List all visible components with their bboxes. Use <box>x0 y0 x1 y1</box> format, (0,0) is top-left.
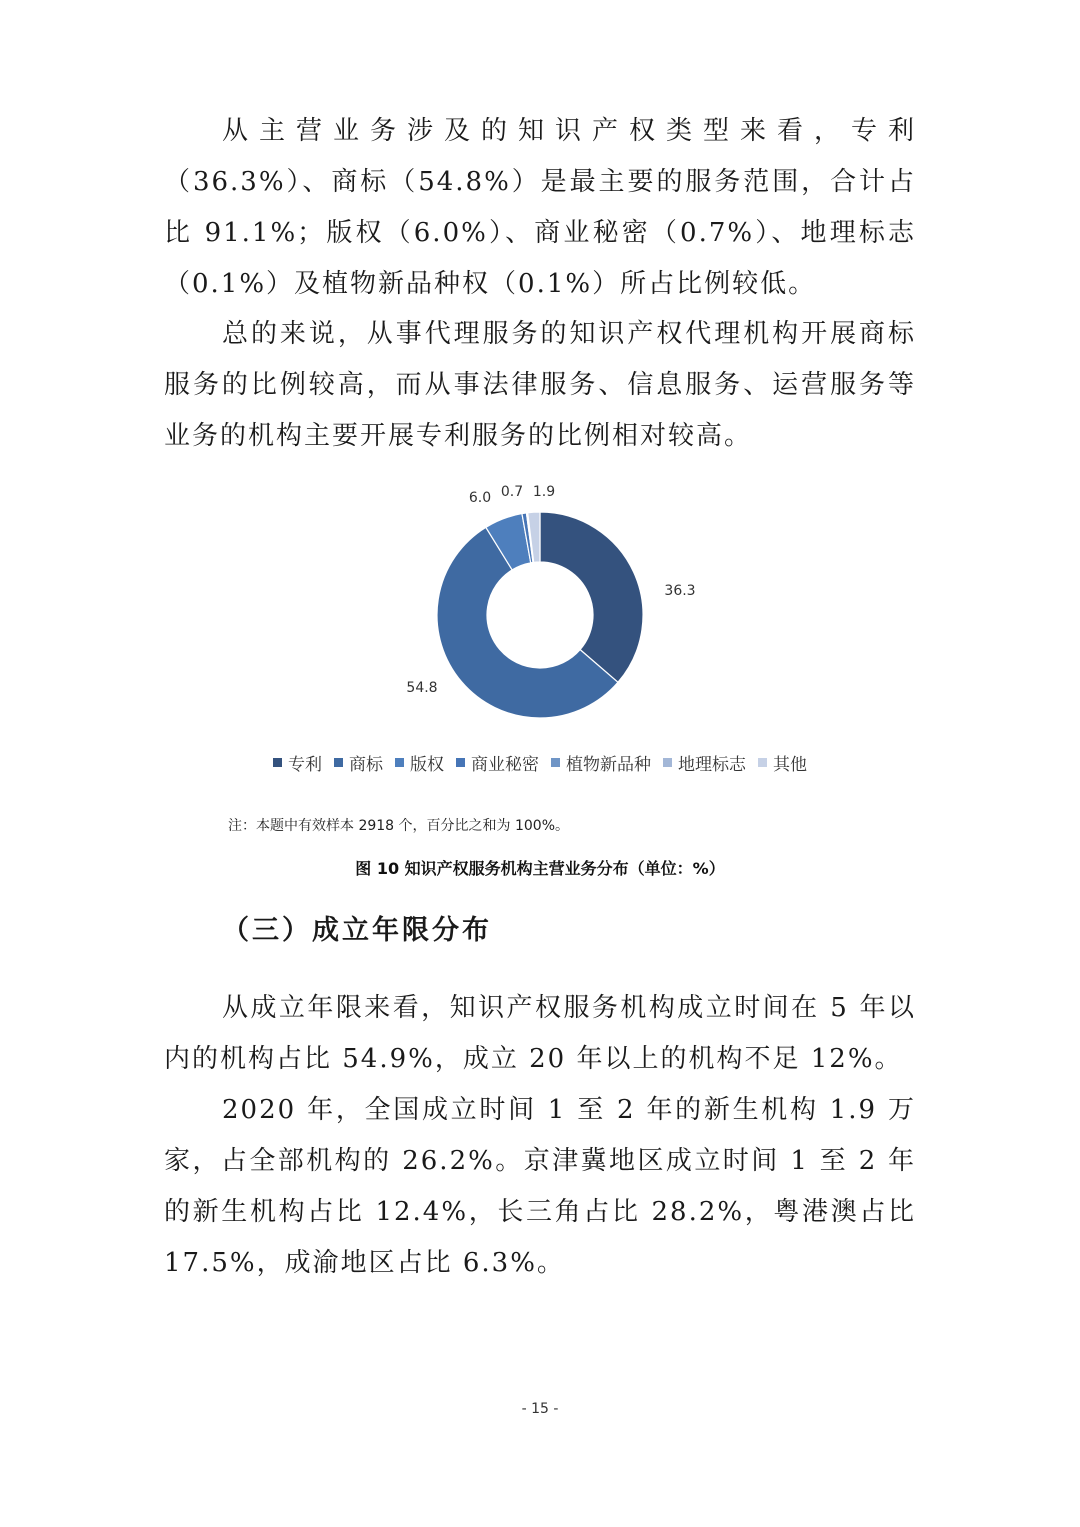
legend-swatch <box>663 758 672 767</box>
legend-label: 商标 <box>349 755 383 775</box>
legend-swatch <box>456 758 465 767</box>
page-number: - 15 - <box>521 1401 559 1417</box>
donut-slice-1 <box>540 512 643 682</box>
legend-label: 版权 <box>410 755 444 775</box>
legend-item-6 <box>663 750 746 775</box>
legend-item-1 <box>273 750 322 775</box>
data-label-7: 1.9 <box>532 484 556 500</box>
business-distribution-donut-chart <box>250 470 830 790</box>
legend-swatch <box>551 758 560 767</box>
data-label-3: 6.0 <box>468 490 492 506</box>
body-paragraph-new-institutions: 2020 年，全国成立时间 1 至 2 年的新生机构 1.9 万家，占全部机构的 26.2%。京津冀地区成立时间 1 至 2 年的新生机构占比 12.4%，长三角占比 28.2%，粤港澳占比 17.5%，成渝地区占比 6.3%。 <box>164 1095 916 1278</box>
data-label-1: 36.3 <box>664 583 696 599</box>
legend-item-4 <box>456 750 539 775</box>
legend-item-3 <box>395 750 444 775</box>
chart-legend <box>0 750 1080 775</box>
data-label-2: 54.8 <box>406 680 438 696</box>
legend-item-7 <box>758 750 807 775</box>
body-paragraph-ip-types: 从主营业务涉及的知识产权类型来看，专利（36.3%）、商标（54.8%）是最主要的服务范围，合计占比 91.1%；版权（6.0%）、商业秘密（0.7%）、地理标志（0.1%）及植物新品种权（0.1%）所占比例较低。 <box>164 116 916 299</box>
legend-swatch <box>758 758 767 767</box>
section-heading: （三）成立年限分布 <box>222 915 492 946</box>
body-paragraph-age: 从成立年限来看，知识产权服务机构成立时间在 5 年以内的机构占比 54.9%，成立 20 年以上的机构不足 12%。 <box>164 993 916 1074</box>
legend-label: 商业秘密 <box>471 755 539 775</box>
legend-label: 地理标志 <box>678 755 746 775</box>
figure-caption: 图 10 知识产权服务机构主营业务分布（单位：%） <box>355 859 725 878</box>
legend-item-2 <box>334 750 383 775</box>
legend-swatch <box>395 758 404 767</box>
legend-label: 其他 <box>773 755 807 775</box>
chart-note: 注：本题中有效样本 2918 个，百分比之和为 100%。 <box>228 818 570 834</box>
body-paragraph-summary: 总的来说，从事代理服务的知识产权代理机构开展商标服务的比例较高，而从事法律服务、信息服务、运营服务等业务的机构主要开展专利服务的比例相对较高。 <box>164 319 916 451</box>
legend-label: 专利 <box>288 755 322 775</box>
legend-label: 植物新品种 <box>566 755 651 775</box>
legend-item-5 <box>551 750 651 775</box>
legend-swatch <box>273 758 282 767</box>
legend-swatch <box>334 758 343 767</box>
data-label-4: 0.7 <box>500 484 524 500</box>
